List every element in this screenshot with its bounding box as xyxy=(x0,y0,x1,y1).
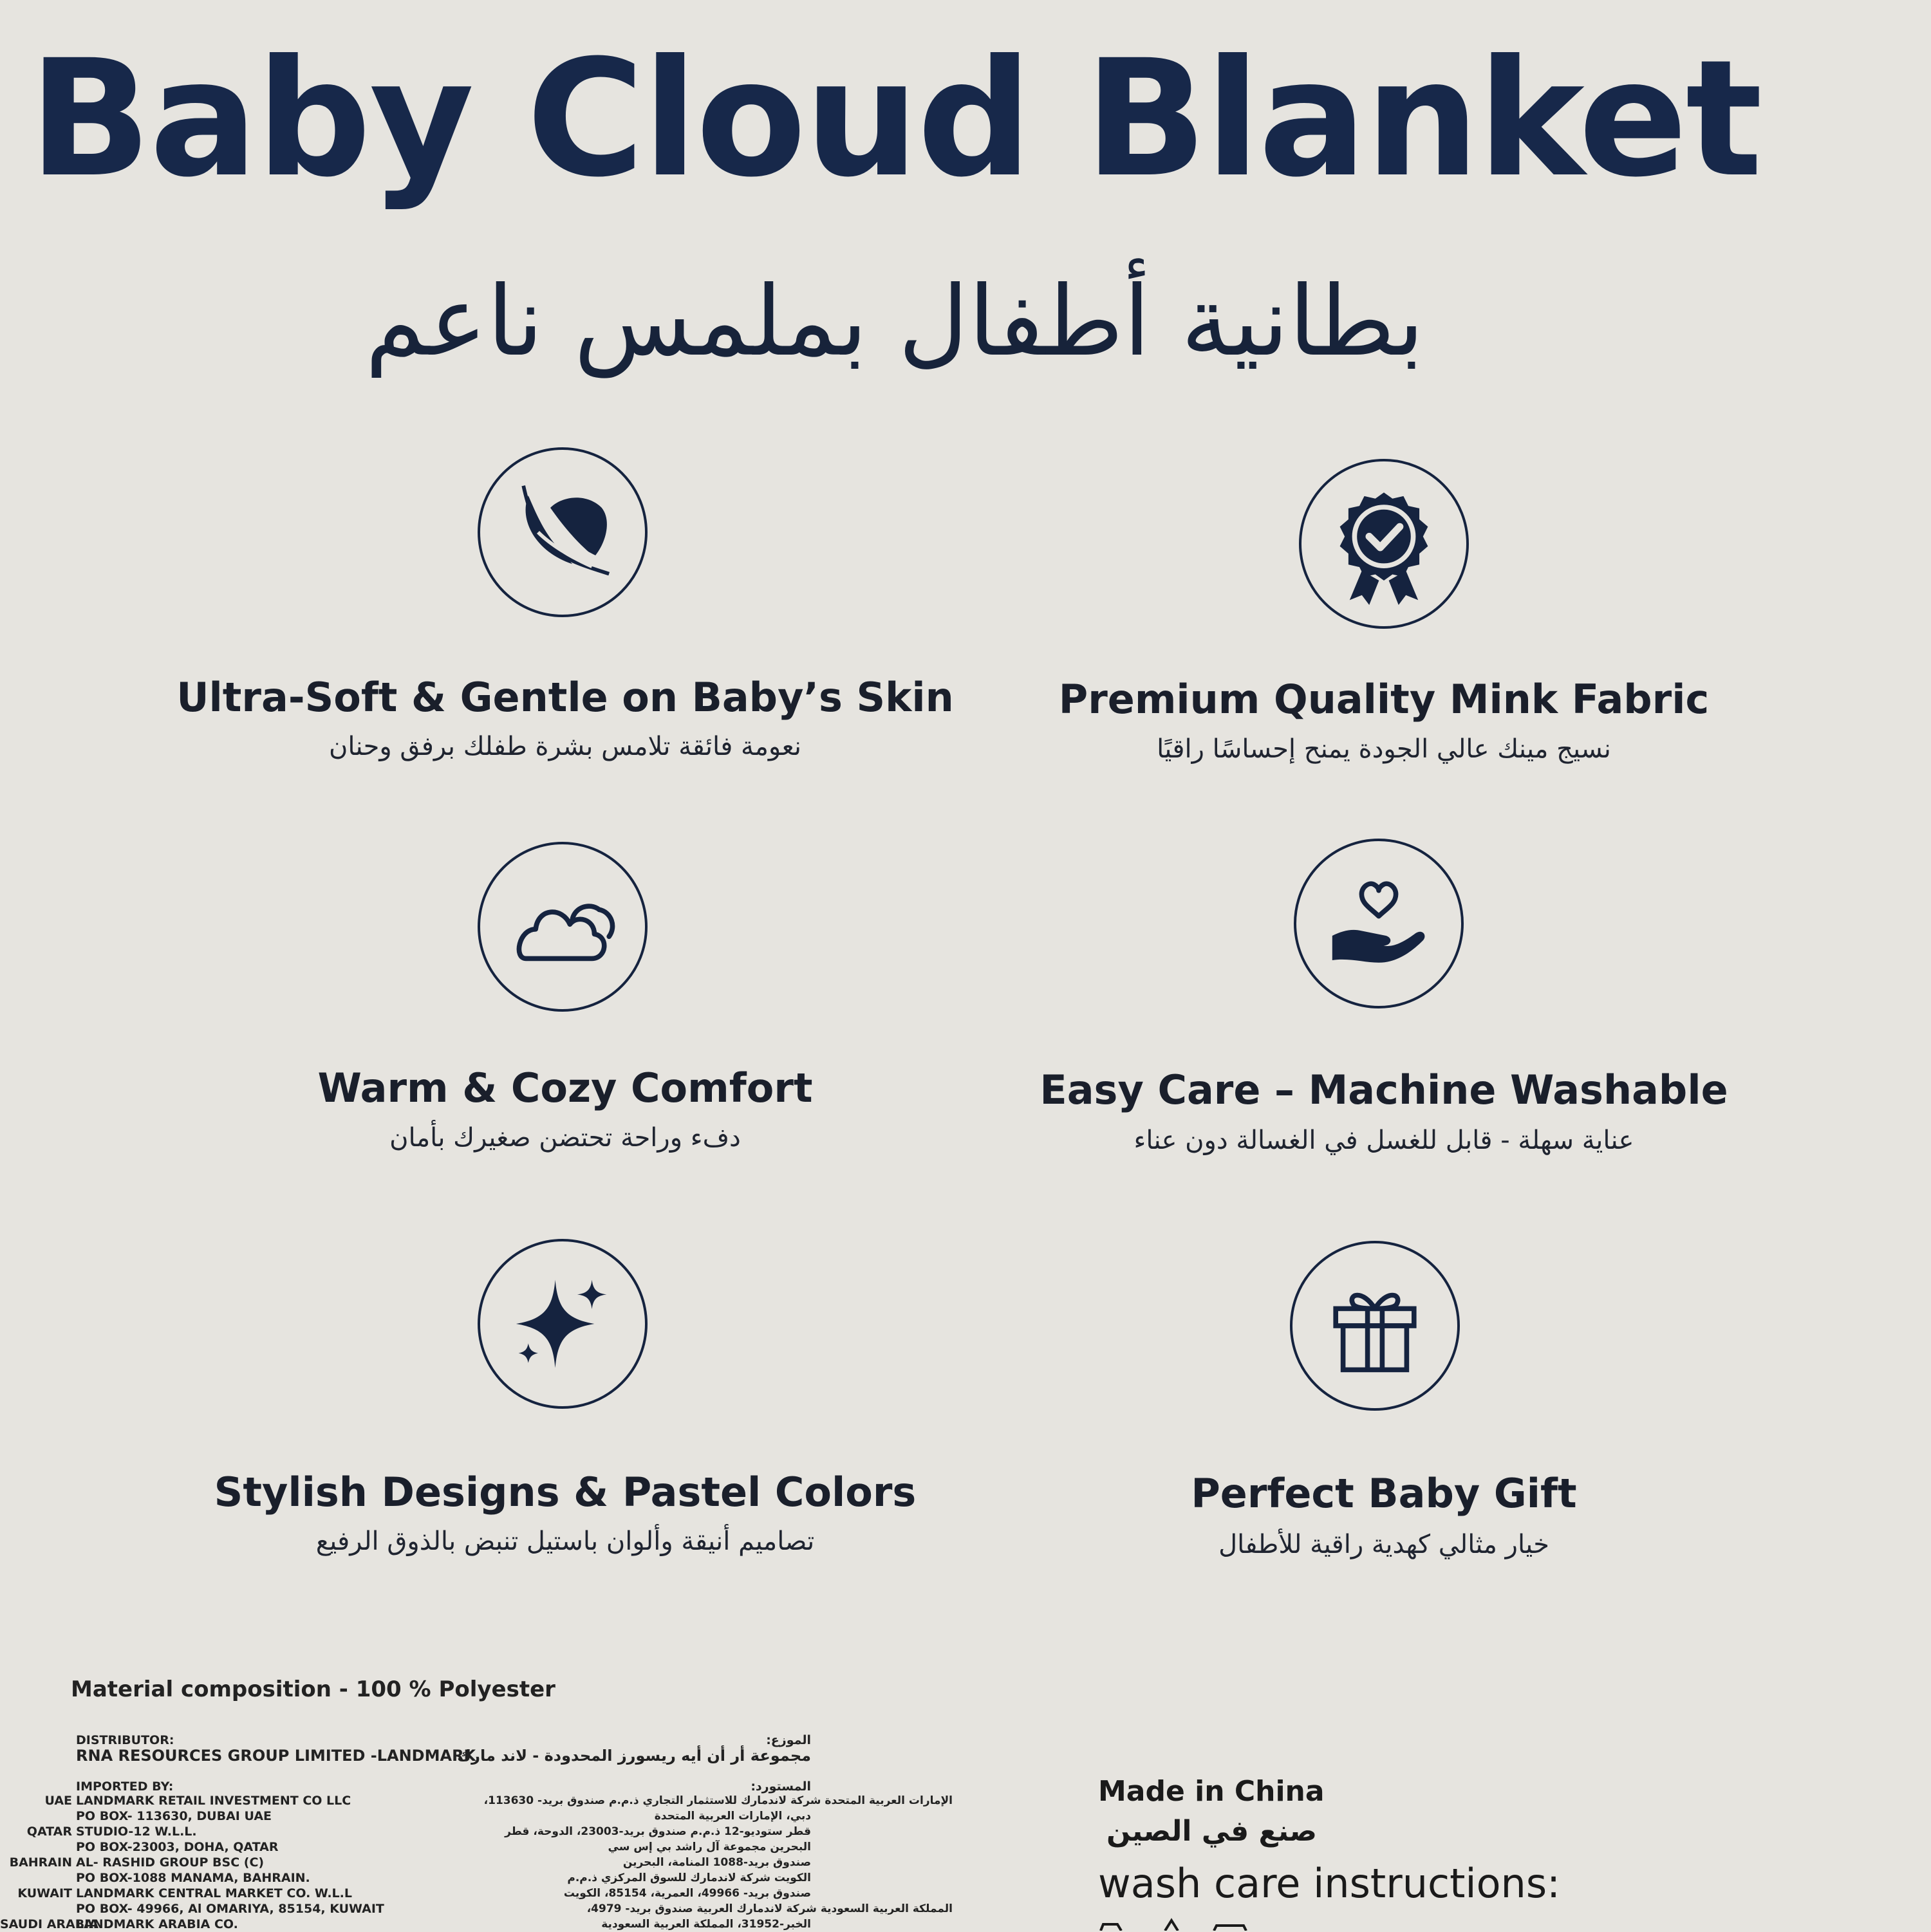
importer-line xyxy=(0,1793,384,1808)
feature-title: Warm & Cozy Comfort xyxy=(317,1064,813,1111)
importer-line-arabic: البحرين مجموعة آل راشد بي إس سي xyxy=(608,1841,811,1853)
importer-line-arabic: صندوق بريد- 49966، العمرية، 85154، الكويت xyxy=(563,1887,811,1900)
importer-country xyxy=(0,1870,72,1886)
importer-text: LANDMARK CENTRAL MARKET CO. W.L.L xyxy=(76,1886,352,1900)
importer-line-arabic: الكويت شركة لاندمارك للسوق المركزي ذ.م.م xyxy=(567,1872,811,1884)
importer-country: BAHRAIN xyxy=(9,1855,72,1870)
feature-subtitle-arabic: عناية سهلة - قابل للغسل في الغسالة دون عناء xyxy=(1133,1126,1634,1155)
importer-text: LANDMARK RETAIL INVESTMENT CO LLC xyxy=(76,1794,351,1808)
importer-country: KUWAIT xyxy=(17,1886,72,1900)
importer-line xyxy=(0,1824,384,1839)
sparkle-icon xyxy=(478,1239,648,1409)
importer-line-arabic: قطر ستوديو-12 ذ.م.م صندوق بريد-23003، الدوحة، قطر xyxy=(505,1825,811,1838)
importer-list xyxy=(0,1793,384,1932)
distributor-label-arabic: الموزع: xyxy=(766,1733,811,1747)
distributor-label: DISTRIBUTOR: xyxy=(76,1733,174,1747)
importer-country xyxy=(0,1808,72,1824)
distributor-name-arabic: مجموعة أر أن أيه ريسورز المحدودة - لاند مارك xyxy=(457,1747,811,1765)
importer-country xyxy=(0,1839,72,1855)
importer-text: AL- RASHID GROUP BSC (C) xyxy=(76,1855,265,1870)
feather-icon xyxy=(478,447,648,617)
importer-line-arabic: الخبر-31952، المملكة العربية السعودية xyxy=(601,1918,811,1931)
product-title: Baby Cloud Blanket xyxy=(28,25,1761,212)
feature-subtitle-arabic: تصاميم أنيقة وألوان باستيل تنبض بالذوق الرفيع xyxy=(315,1527,815,1556)
importer-line-arabic: صندوق بريد-1088 المنامة، البحرين xyxy=(622,1856,811,1869)
importer-list-arabic xyxy=(360,1793,953,1932)
importer-line xyxy=(0,1870,384,1886)
material-composition: Material composition - 100 % Polyester xyxy=(71,1677,555,1702)
feature-title: Perfect Baby Gift xyxy=(1191,1470,1577,1517)
importer-text: LANDMARK ARABIA CO. xyxy=(76,1917,238,1931)
feature-subtitle-arabic: نعومة فائقة تلامس بشرة طفلك برفق وحنان xyxy=(328,732,802,761)
made-in-label: Made in China xyxy=(1098,1775,1325,1808)
cloud-icon xyxy=(478,842,648,1012)
importer-line-arabic: المملكة العربية السعودية شركة لاندمارك العربية صندوق بريد- 4979، xyxy=(586,1902,953,1915)
quality-badge-icon xyxy=(1299,459,1469,629)
importer-text: PO BOX- 113630, DUBAI UAE xyxy=(76,1809,272,1823)
feature-title: Stylish Designs & Pastel Colors xyxy=(214,1469,917,1516)
importer-line xyxy=(0,1886,384,1901)
hand-heart-icon xyxy=(1294,839,1464,1008)
importer-line xyxy=(0,1917,384,1932)
importer-line xyxy=(0,1808,384,1824)
importer-line-arabic: دبي، الإمارات العربية المتحدة xyxy=(654,1810,811,1823)
importer-country: QATAR xyxy=(26,1825,72,1839)
importer-text: PO BOX- 49966, Al OMARIYA, 85154, KUWAIT xyxy=(76,1902,384,1916)
importer-country xyxy=(0,1901,72,1917)
feature-subtitle-arabic: نسيج مينك عالي الجودة يمنح إحساسًا راقيًا xyxy=(1157,734,1611,764)
importer-line xyxy=(0,1855,384,1870)
feature-subtitle-arabic: خيار مثالي كهدية راقية للأطفال xyxy=(1218,1530,1549,1559)
product-title-arabic: بطانية أطفال بملمس ناعم xyxy=(365,266,1424,378)
importer-line-arabic: الإمارات العربية المتحدة شركة لاندمارك للاستثمار التجاري ذ.م.م صندوق بريد- 113630، xyxy=(483,1794,953,1807)
distributor-name: RNA RESOURCES GROUP LIMITED -LANDMARK xyxy=(76,1747,476,1765)
care-symbols-row xyxy=(1098,1917,1291,1931)
importer-text: PO BOX-1088 MANAMA, BAHRAIN. xyxy=(76,1871,310,1885)
importer-text: STUDIO-12 W.L.L. xyxy=(76,1825,197,1839)
feature-title: Easy Care – Machine Washable xyxy=(1040,1066,1728,1113)
feature-title: Premium Quality Mink Fabric xyxy=(1058,676,1710,723)
importer-line xyxy=(0,1901,384,1917)
wash-care-heading: wash care instructions: xyxy=(1098,1860,1561,1907)
importer-country: UAE xyxy=(44,1794,72,1808)
importer-text: PO BOX-23003, DOHA, QATAR xyxy=(76,1840,279,1854)
gift-icon xyxy=(1290,1241,1460,1411)
made-in-label-arabic: صنع في الصين xyxy=(1106,1815,1317,1848)
importer-line xyxy=(0,1839,384,1855)
importer-country: SAUDI ARABIA xyxy=(0,1917,98,1931)
importer-label: IMPORTED BY: xyxy=(76,1779,174,1794)
feature-title: Ultra-Soft & Gentle on Baby’s Skin xyxy=(176,674,954,721)
care-symbols-icon xyxy=(1098,1917,1291,1931)
importer-label-arabic: المستورد: xyxy=(751,1779,811,1794)
feature-subtitle-arabic: دفء وراحة تحتضن صغيرك بأمان xyxy=(389,1123,741,1153)
